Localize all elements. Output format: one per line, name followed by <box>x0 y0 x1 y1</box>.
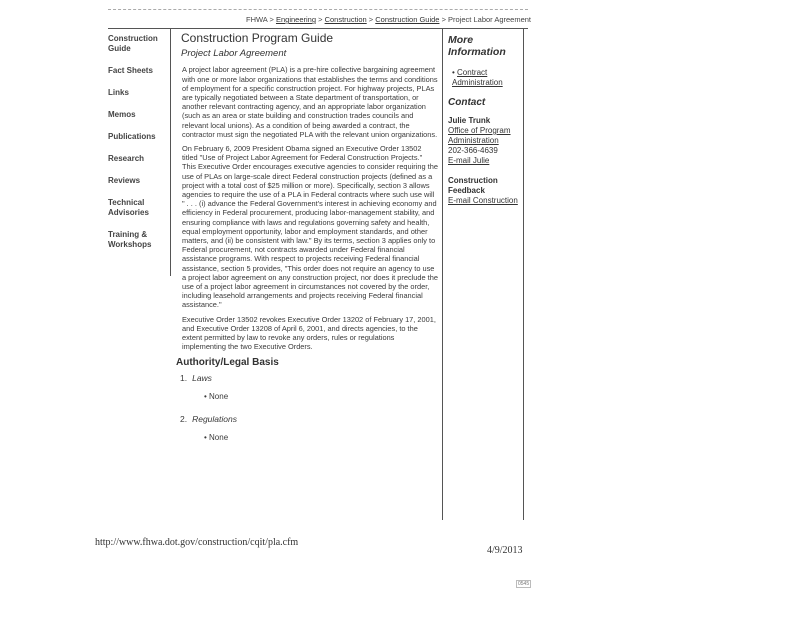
page-stamp: 0545 <box>518 581 530 587</box>
list-subitem-text: None <box>209 391 229 401</box>
right-sidebar <box>448 34 528 206</box>
executive-order-paragraph: On February 6, 2009 President Obama signed an Executive Order 13502 titled "Use of Project Labor Agreement for Federal Construction Projects." This Executive Order encourages executive agencies to consider requiring the use of PLAs on large-scale direct Federal construction projects (defined as a project with a total cost of $25 million or more). Specifically, section 3 allows agencies to require the use of a PLA in Federal contracts where such use will " . . . (i) advance the Federal Government's interest in achieving economy and efficiency in Federal procurement, producing labor-management stability, and ensuring compliance with laws and regulations governing safety and health, equal employment opportunity, labor and employment standards, and other matters, and (ii) be consistent with law." By its terms, section 3 applies only to Federal procurement, not contracts awarded under Federal financial assistance programs. With respect to projects receiving Federal financial assistance, section 5 provides, "This order does not require an agency to use a project labor agreement on any construction project, nor does it preclude the use of a project labor agreement in circumstances not covered by the order, including leasehold arrangements and projects receiving Federal financial assistance." <box>182 144 438 310</box>
main-content <box>176 31 438 457</box>
list-subitem-text: None <box>209 433 229 443</box>
contract-administration-link[interactable]: Contract Administration <box>452 68 503 87</box>
nav-item-publications[interactable]: Publications <box>108 132 156 141</box>
nav-divider <box>170 28 171 276</box>
contact-name: Julie Trunk <box>448 116 491 125</box>
contact-office-link[interactable]: Office of Program Administration <box>448 126 511 145</box>
nav-item-training-workshops[interactable]: Training & Workshops <box>108 230 152 249</box>
breadcrumb-fhwa: FHWA <box>246 15 268 24</box>
content-divider <box>442 28 443 520</box>
list-subitem: • None <box>204 433 229 443</box>
breadcrumb-construction-guide[interactable]: Construction Guide <box>375 15 440 24</box>
breadcrumb-construction[interactable]: Construction <box>324 15 367 24</box>
more-info-item: • Contract Administration <box>452 68 503 87</box>
list-item <box>180 374 438 383</box>
breadcrumb-separator: > <box>269 15 274 24</box>
revocation-paragraph: Executive Order 13502 revokes Executive Order 13202 of February 17, 2001, and Executive Order 13208 of April 6, 2001, and directs agencies, to the extent permitted by law to revoke any orders, rules or regulations implementing the two Executive Orders. <box>182 314 436 352</box>
list-subitem: • None <box>204 391 229 401</box>
section-heading: Authority/Legal Basis <box>176 356 279 368</box>
print-date: 4/9/2013 <box>487 545 523 556</box>
contact-heading: Contact <box>448 97 486 108</box>
breadcrumb <box>246 15 531 24</box>
page-url: http://www.fhwa.dot.gov/construction/cqit/pla.cfm <box>95 537 299 548</box>
page-title: Construction Program Guide <box>181 31 334 45</box>
left-nav <box>108 34 168 262</box>
nav-item-memos[interactable]: Memos <box>108 110 136 119</box>
page-subtitle: Project Labor Agreement <box>181 48 287 60</box>
feedback-heading: Construction Feedback <box>448 176 498 195</box>
breadcrumb-separator: > <box>368 15 374 24</box>
nav-item-technical-advisories[interactable]: Technical Advisories <box>108 198 149 217</box>
more-info-heading: More Information <box>448 34 506 58</box>
intro-paragraph: A project labor agreement (PLA) is a pre-hire collective bargaining agreement with one or more labor organizations that establishes the terms and conditions of employment for a specific construction project. For highway projects, PLAs are typically negotiated between a State department of transportation, or another relevant contracting agency, and an appropriate labor organization (such as an area or state building and construction trades councils and relevant local unions). As a condition of being awarded a contract, the contractor must sign the negotiated PLA with the relevant union organizations. <box>182 65 438 139</box>
nav-item-reviews[interactable]: Reviews <box>108 176 141 185</box>
breadcrumb-current: Project Labor Agreement <box>448 15 532 24</box>
list-number: 2. <box>180 414 188 425</box>
contact-email-link[interactable]: E-mail Julie <box>448 156 490 165</box>
list-item <box>180 415 438 424</box>
list-label: Regulations <box>192 414 237 425</box>
feedback-email-link[interactable]: E-mail Construction <box>448 196 518 205</box>
contact-phone: 202-366-4639 <box>448 146 498 155</box>
nav-item-construction-guide[interactable]: Construction Guide <box>108 34 158 53</box>
list-label: Laws <box>192 372 212 383</box>
breadcrumb-engineering[interactable]: Engineering <box>275 15 316 24</box>
nav-item-research[interactable]: Research <box>108 154 145 163</box>
nav-item-fact-sheets[interactable]: Fact Sheets <box>108 66 153 75</box>
header-rule <box>108 28 528 29</box>
breadcrumb-separator: > <box>441 15 446 24</box>
nav-item-links[interactable]: Links <box>108 88 129 97</box>
breadcrumb-separator: > <box>318 15 323 24</box>
authority-list <box>176 374 438 443</box>
top-divider <box>108 9 528 10</box>
list-number: 1. <box>180 372 188 383</box>
